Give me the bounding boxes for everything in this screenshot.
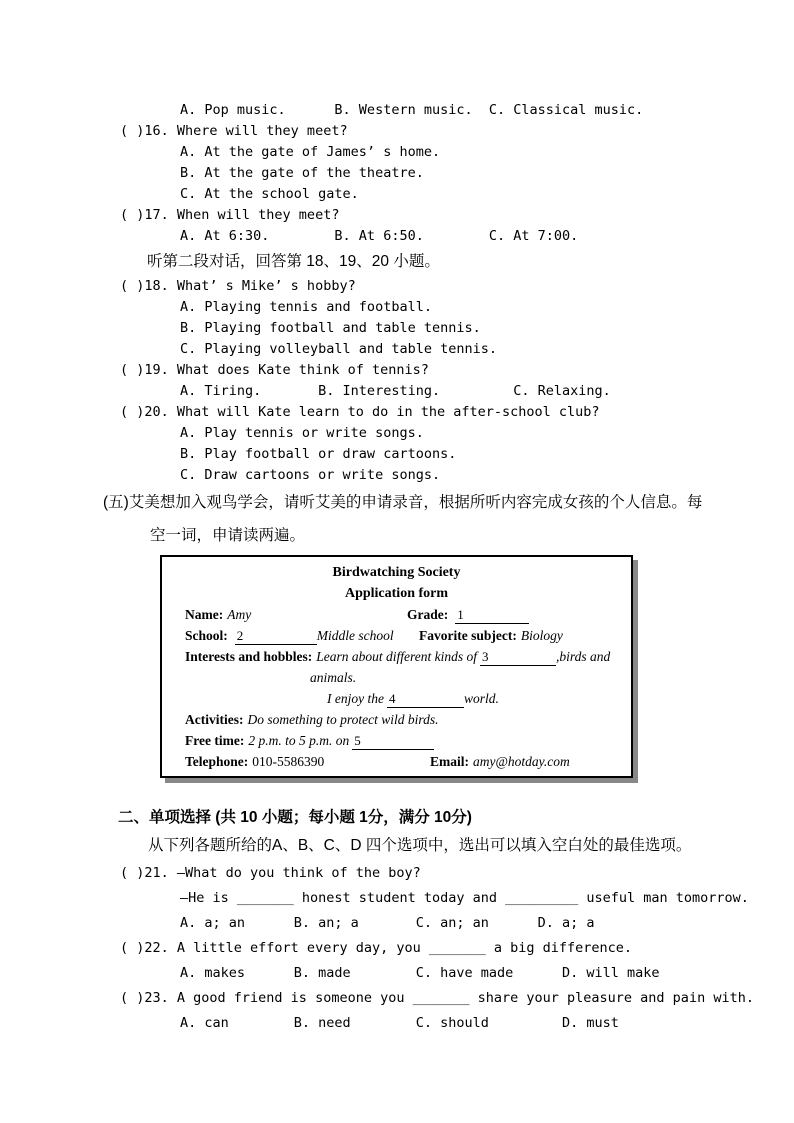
activities-value: Do something to protect wild birds. — [247, 712, 439, 727]
options-row-q17: A. At 6:30. B. At 6:50. C. At 7:00. — [180, 228, 579, 244]
form-title: Birdwatching Society — [332, 565, 461, 580]
listening-section — [0, 100, 794, 486]
email-field — [430, 751, 570, 772]
school-label: School: — [185, 628, 228, 643]
activities-label: Activities: — [185, 712, 244, 727]
option-line: C. Playing volleyball and table tennis. — [180, 341, 497, 357]
telephone-label: Telephone: — [185, 754, 249, 769]
blank-5: 5 — [352, 732, 434, 750]
form-row-contact — [185, 751, 625, 772]
section-instruction: 从下列各题所给的A、B、C、D 四个选项中，选出可以填入空白处的最佳选项。 — [148, 837, 692, 854]
email-label: Email: — [430, 754, 469, 769]
question-line-17: ( )17. When will they meet? — [120, 207, 340, 223]
application-form-box — [160, 555, 633, 778]
form-row-interests-wrap — [185, 667, 625, 688]
interests-value: Learn about different kinds of — [316, 649, 478, 664]
enjoy-text: I enjoy the — [327, 691, 384, 706]
option-line: A. Play tennis or write songs. — [180, 425, 424, 441]
question-line-16: ( )16. Where will they meet? — [120, 123, 348, 139]
option-line: A. Playing tennis and football. — [180, 299, 432, 315]
option-line: C. Draw cartoons or write songs. — [180, 467, 441, 483]
enjoy-text-cont: world. — [463, 691, 499, 706]
option-line: B. At the gate of the theatre. — [180, 165, 424, 181]
question-line-20: ( )20. What will Kate learn to do in the after-school club? — [120, 404, 600, 420]
blank-3: 3 — [480, 648, 556, 666]
interests-value-cont: ,birds and — [556, 649, 611, 664]
option-line: B. Play football or draw cartoons. — [180, 446, 457, 462]
form-row-enjoy — [185, 688, 625, 709]
question-line-19: ( )19. What does Kate think of tennis? — [120, 362, 429, 378]
name-label: Name: — [185, 607, 224, 622]
part5-instruction-line1: (五)艾美想加入观鸟学会，请听艾美的申请录音，根据所听内容完成女孩的个人信息。每 — [103, 494, 703, 511]
part5-instruction-line2: 空一词，申请读两遍。 — [150, 527, 306, 544]
interests-wrap-text: animals. — [310, 670, 357, 685]
question-line-22: ( )22. A little effort every day, you _______ a big difference. — [120, 940, 633, 956]
question-line-21-cont: —He is _______ honest student today and _________ useful man tomorrow. — [180, 890, 749, 906]
option-line: C. At the school gate. — [180, 186, 359, 202]
favorite-subject-value: Biology — [520, 628, 563, 643]
form-row-activities — [185, 709, 625, 730]
free-time-value: 2 p.m. to 5 p.m. on — [248, 733, 350, 748]
free-time-label: Free time: — [185, 733, 245, 748]
form-row-freetime — [185, 730, 625, 751]
listening-instruction-cn: 听第二段对话，回答第 18、19、20 小题。 — [147, 253, 440, 270]
options-row-q23: A. can B. need C. should D. must — [180, 1015, 619, 1031]
email-value: amy@hotday.com — [473, 754, 570, 769]
form-row-school-subject — [185, 625, 625, 646]
part5-instruction — [0, 486, 794, 552]
blank-2: 2 — [235, 627, 317, 645]
grade-field — [407, 604, 529, 625]
form-subtitle: Application form — [344, 586, 449, 601]
blank-1: 1 — [455, 606, 529, 624]
options-row-q15: A. Pop music. B. Western music. C. Classical music. — [180, 102, 644, 118]
school-value: Middle school — [316, 628, 394, 643]
question-line-18: ( )18. What’ s Mike’ s hobby? — [120, 278, 356, 294]
favorite-subject-label: Favorite subject: — [419, 628, 517, 643]
form-row-name-grade — [185, 604, 625, 625]
name-value: Amy — [227, 607, 252, 622]
grade-label: Grade: — [407, 607, 449, 622]
option-line: A. At the gate of James’ s home. — [180, 144, 441, 160]
form-row-interests — [185, 646, 625, 667]
interests-label: Interests and hobbles: — [185, 649, 313, 664]
favorite-subject-field — [419, 625, 563, 646]
multiple-choice-section — [0, 805, 794, 1036]
options-row-q21: A. a; an B. an; a C. an; an D. a; a — [180, 915, 595, 931]
question-line-21: ( )21. —What do you think of the boy? — [120, 865, 421, 881]
question-line-23: ( )23. A good friend is someone you _______ share your pleasure and pain with. — [120, 990, 754, 1006]
blank-4: 4 — [387, 690, 464, 708]
option-line: B. Playing football and table tennis. — [180, 320, 481, 336]
options-row-q22: A. makes B. made C. have made D. will make — [180, 965, 660, 981]
options-row-q19: A. Tiring. B. Interesting. C. Relaxing. — [180, 383, 611, 399]
telephone-value: 010-5586390 — [252, 754, 325, 769]
section-heading: 二、单项选择 (共 10 小题；每小题 1分，满分 10分) — [118, 809, 472, 826]
